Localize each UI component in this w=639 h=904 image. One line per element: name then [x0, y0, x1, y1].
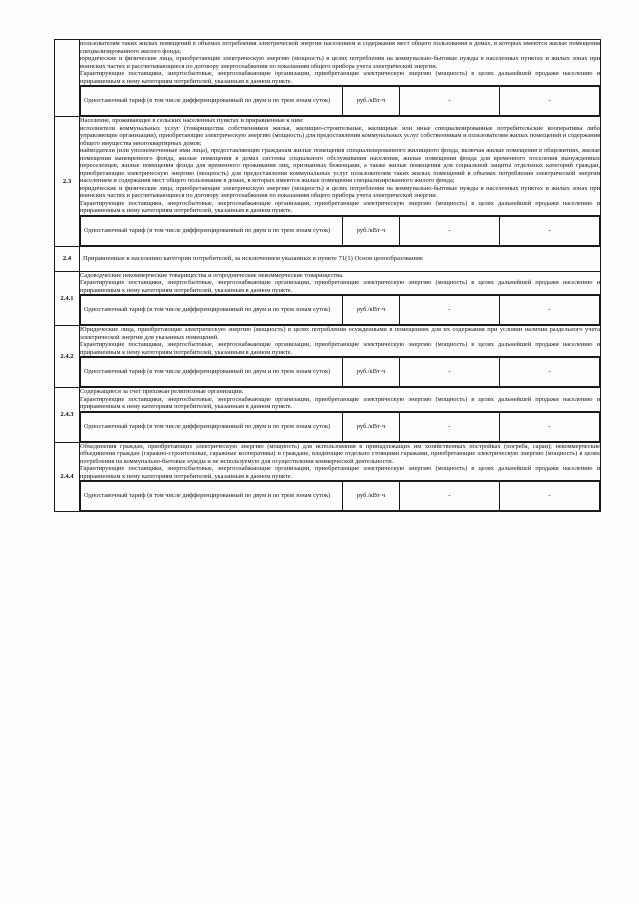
row-number: 2.4.1: [55, 271, 80, 326]
section-heading: Приравненные к населению категории потребителей, за исключением указанных в пункте 71(1) Основ ценообразования:: [80, 246, 601, 271]
row-number: 2.3: [55, 117, 80, 247]
tariff-row: [55, 295, 601, 326]
tariff-value-first-half: -: [400, 358, 500, 387]
description-paragraph: Содержащиеся за счет прихожан религиозные организации.: [80, 388, 244, 395]
description-paragraph: Гарантирующие поставщики, энергосбытовые, энергоснабжающие организации, приобретающие электрическую энергию (мощность) в целях дальнейшей продажи населению и приравненным к нему категориям потребителей, указанным в данном пункте.: [80, 279, 600, 294]
consumer-description: [80, 442, 601, 481]
table-row: [55, 40, 601, 86]
tariff-label: Одноставочный тариф (в том числе дифференцированный по двум и по трем зонам суток): [81, 216, 343, 245]
table-row: [55, 271, 601, 295]
consumer-description: [80, 388, 601, 412]
consumer-description: [80, 117, 601, 216]
tariff-unit: руб./кВт·ч: [343, 296, 400, 325]
row-number: 2.4.4: [55, 442, 80, 512]
description-paragraph: наймодатели (или уполномоченные ими лица), предоставляющие гражданам жилые помещения специализированного жилищного фонда, включая жилые помещения в общежитиях, жилые помещения маневренного фонда, жилые помещения в домах системы социального обслуживания населения, жилые помещения фонда для временного поселения вынужденных переселенцев, жилые помещения фонда для временного проживания лиц, признанных беженцами, а также жилые помещения для социальной защиты отдельных категорий граждан, приобретающие электрическую энергию (мощность) для предоставления коммунальных услуг пользователям таких жилых помещений в объемах потребления электрической энергии населением и содержания мест общего пользования в домах, в которых имеются жилые помещения специализированного жилого фонда;: [80, 147, 600, 184]
row-number: 2.4.3: [55, 388, 80, 443]
tariff-label: Одноставочный тариф (в том числе дифференцированный по двум и по трем зонам суток): [81, 87, 343, 116]
tariff-subtable: [80, 295, 600, 325]
tariff-row: [55, 411, 601, 442]
tariff-table: [54, 39, 601, 512]
tariff-value-first-half: -: [400, 87, 500, 116]
row-number: 2.4.2: [55, 326, 80, 388]
tariff-cell-group: [80, 86, 601, 117]
tariff-unit: руб./кВт·ч: [343, 482, 400, 511]
description-paragraph: Гарантирующие поставщики, энергосбытовые, энергоснабжающие организации, приобретающие электрическую энергию (мощность) в целях дальнейшей продажи населению и приравненным к нему категориям потребителей, указанным в данном пункте.: [80, 199, 600, 214]
description-paragraph: Гарантирующие поставщики, энергосбытовые, энергоснабжающие организации, приобретающие электрическую энергию (мощность) в целях дальнейшей продажи населению и приравненным к нему категориям потребителей, указанным в данном пункте.: [80, 341, 600, 356]
section-heading-row: [55, 246, 601, 271]
description-paragraph: пользователям таких жилых помещений в объемах потребления электрической энергии населением и содержания мест общего пользования в домах, в которых имеются жилые помещения специализированного жилого фонда;: [80, 40, 600, 55]
tariff-value-second-half: -: [500, 87, 600, 116]
tariff-cell-group: [80, 215, 601, 246]
description-paragraph: Гарантирующие поставщики, энергосбытовые, энергоснабжающие организации, приобретающие электрическую энергию (мощность) в целях дальнейшей продажи населению и приравненным к нему категориям потребителей, указанным в данном пункте.: [80, 395, 600, 410]
tariff-unit: руб./кВт·ч: [343, 358, 400, 387]
description-paragraph: Юридические лица, приобретающие электрическую энергию (мощность) в целях потребления осужденными в помещениях для их содержания при условии наличия раздельного учета электрической энергии для указанных помещений.: [80, 326, 600, 341]
tariff-value-second-half: -: [500, 358, 600, 387]
description-paragraph: Гарантирующие поставщики, энергосбытовые, энергоснабжающие организации, приобретающие электрическую энергию (мощность) в целях дальнейшей продажи населению и приравненным к нему категориям потребителей, указанным в данном пункте.: [80, 465, 600, 480]
tariff-label: Одноставочный тариф (в том числе дифференцированный по двум и по трем зонам суток): [81, 412, 343, 441]
tariff-value-first-half: -: [400, 216, 500, 245]
description-paragraph: Садоводческие некоммерческие товарищества и огороднические некоммерческие товарищества.: [80, 271, 344, 279]
tariff-label: Одноставочный тариф (в том числе дифференцированный по двум и по трем зонам суток): [81, 482, 343, 511]
tariff-value-first-half: -: [400, 296, 500, 325]
consumer-description: [80, 40, 601, 86]
consumer-description: [80, 326, 601, 357]
tariff-subtable: [80, 481, 600, 511]
tariff-cell-group: [80, 481, 601, 512]
tariff-row: [55, 215, 601, 246]
tariff-subtable: [80, 86, 600, 116]
tariff-label: Одноставочный тариф (в том числе дифференцированный по двум и по трем зонам суток): [81, 296, 343, 325]
description-paragraph: Объединения граждан, приобретающих электрическую энергию (мощность) для использования в принадлежащих им хозяйственных постройках (погреба, сараи); некоммерческие объединения граждан (гаражно-строительные, гаражные кооперативы) и граждане, владеющие отдельно стоящими гаражами, приобретающие электрическую энергию (мощность) в целях потребления на коммунально-бытовые нужды и не используемую для осуществления коммерческой деятельности.: [80, 442, 600, 465]
tariff-cell-group: [80, 411, 601, 442]
table-row: [55, 388, 601, 412]
tariff-row: [55, 86, 601, 117]
description-paragraph: Население, проживающее в сельских населенных пунктах и приравненные к ним:: [80, 117, 304, 124]
tariff-value-second-half: -: [500, 296, 600, 325]
tariff-cell-group: [80, 295, 601, 326]
tariff-cell-group: [80, 357, 601, 388]
row-number: [55, 40, 80, 117]
tariff-label: Одноставочный тариф (в том числе дифференцированный по двум и по трем зонам суток): [81, 358, 343, 387]
tariff-subtable: [80, 357, 600, 387]
tariff-value-first-half: -: [400, 412, 500, 441]
consumer-description: [80, 271, 601, 295]
tariff-value-second-half: -: [500, 216, 600, 245]
tariff-value-first-half: -: [400, 482, 500, 511]
description-paragraph: юридические и физические лица, приобретающие электрическую энергию (мощность) в целях потребления на коммунально-бытовые нужды в населенных пунктах и жилых зонах при воинских частях и рассчитывающиеся по договору энергоснабжения по показаниям общего прибора учета электрической энергии.: [80, 184, 600, 199]
table-row: [55, 326, 601, 357]
tariff-value-second-half: -: [500, 482, 600, 511]
tariff-unit: руб./кВт·ч: [343, 216, 400, 245]
tariff-unit: руб./кВт·ч: [343, 412, 400, 441]
tariff-subtable: [80, 412, 600, 442]
tariff-value-second-half: -: [500, 412, 600, 441]
table-row: [55, 117, 601, 216]
description-paragraph: юридические и физические лица, приобретающие электрическую энергию (мощность) в целях потребления на коммунально-бытовые нужды в населенных пунктах и жилых зонах при воинских частях и рассчитывающиеся по договору энергоснабжения по показаниям общего прибора учета электрической энергии.: [80, 55, 600, 70]
tariff-row: [55, 481, 601, 512]
description-paragraph: исполнители коммунальных услуг (товарищества собственников жилья, жилищно-строительные, жилищные или иные специализированные потребительские кооперативы либо управляющие организации), приобретающие электрическую энергию (мощность) для предоставления коммунальных услуг собственникам и пользователям жилых помещений и содержания общего имущества многоквартирных домов;: [80, 124, 600, 147]
tariff-subtable: [80, 216, 600, 246]
row-number: 2.4: [55, 246, 80, 271]
table-row: [55, 442, 601, 481]
tariff-row: [55, 357, 601, 388]
description-paragraph: Гарантирующие поставщики, энергосбытовые, энергоснабжающие организации, приобретающие электрическую энергию (мощность) в целях дальнейшей продажи населению и приравненным к нему категориям потребителей, указанным в данном пункте.: [80, 70, 600, 85]
tariff-unit: руб./кВт·ч: [343, 87, 400, 116]
